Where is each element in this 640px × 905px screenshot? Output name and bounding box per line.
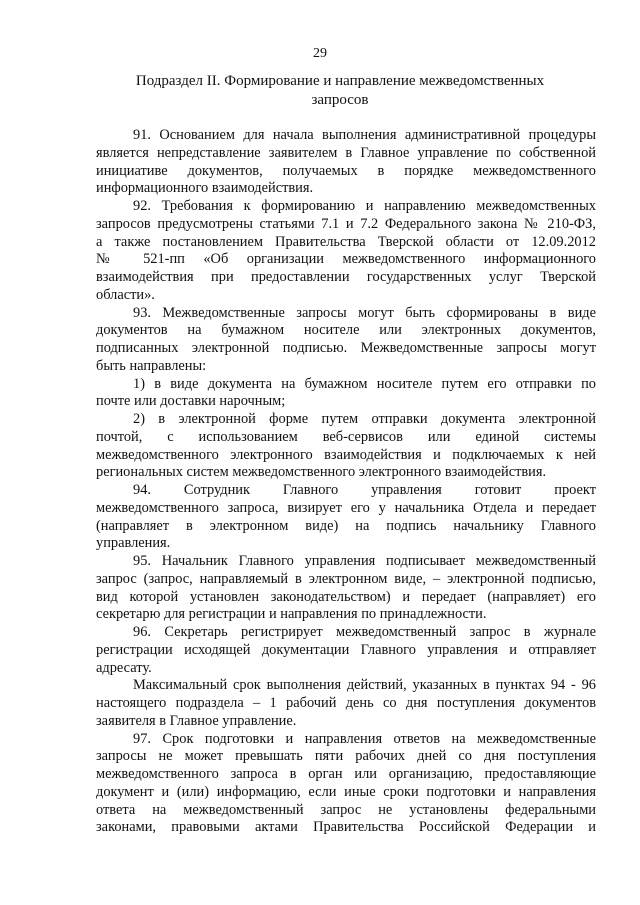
text-line: межведомственного электронного взаимодействия и подключаемых к ней xyxy=(96,446,596,463)
text-line: 2) в электронной форме путем отправки документа электронной xyxy=(133,411,596,427)
text-line: почтой, с использованием веб-сервисов или единой системы xyxy=(96,428,596,445)
text-line: регистрации исходящей документации Главного управления и отправляет xyxy=(96,641,596,658)
text-line: 92. Требования к формированию и направлению межведомственных xyxy=(133,198,596,214)
text-line: является непредставление заявителем в Главное управление по собственной xyxy=(96,144,596,161)
text-line: (направляет в электронном виде) на подпись начальнику Главного xyxy=(96,517,596,534)
text-line: вид которой установлен законодательством) и передает (направляет) его xyxy=(96,588,596,605)
text-line: 96. Секретарь регистрирует межведомственный запрос в журнале xyxy=(133,624,596,640)
text-line: 91. Основанием для начала выполнения административной процедуры xyxy=(133,127,596,143)
text-line: а также постановлением Правительства Тверской области от 12.09.2012 xyxy=(96,233,596,250)
text-line: № 521-пп «Об организации межведомственного информационного xyxy=(96,251,596,268)
section-heading xyxy=(130,72,550,110)
text-line: управления. xyxy=(96,535,171,552)
text-line: быть направлены: xyxy=(96,357,207,374)
text-line: запрос (запрос, направляемый в электронном виде, – электронной подписью, xyxy=(96,570,596,587)
text-line: законами, правовыми актами Правительства Российской Федерации и xyxy=(96,819,596,836)
section-heading-line: запросов xyxy=(311,92,369,108)
page-number: 29 xyxy=(313,46,327,61)
text-line: 94. Сотрудник Главного управления готовит проект xyxy=(133,482,596,498)
text-line: 1) в виде документа на бумажном носителе путем его отправки по xyxy=(133,375,596,392)
text-line: межведомственного запроса, визирует его у начальника Отдела и передает xyxy=(96,499,596,516)
text-line: секретарю для регистрации и направления по принадлежности. xyxy=(96,606,487,623)
section-heading-line: Подраздел II. Формирование и направление межведомственных xyxy=(135,73,545,89)
text-line: информационного взаимодействия. xyxy=(96,180,314,197)
text-line: подписанных электронной подписью. Межведомственные запросы могут xyxy=(96,340,596,356)
text-line: инициативе документов, получаемых в порядке межведомственного xyxy=(96,162,596,179)
text-line: 95. Начальник Главного управления подписывает межведомственный xyxy=(133,553,596,569)
text-line: настоящего подраздела – 1 рабочий день со дня поступления документов xyxy=(96,695,596,711)
text-line: заявителя в Главное управление. xyxy=(96,712,297,729)
text-line: региональных систем межведомственного электронного взаимодействия. xyxy=(96,464,547,481)
text-line: ответа на межведомственный запрос не установлены федеральными xyxy=(96,801,596,818)
text-line: области». xyxy=(96,286,155,303)
text-line: документ и (или) информацию, если иные сроки подготовки и направления xyxy=(96,783,596,800)
text-line: Максимальный срок выполнения действий, указанных в пунктах 94 - 96 xyxy=(133,677,596,694)
text-line: 97. Срок подготовки и направления ответов на межведомственные xyxy=(133,730,596,747)
text-line: документов на бумажном носителе или электронных документов, xyxy=(96,322,596,339)
body-text xyxy=(96,127,596,837)
text-line: почте или доставки нарочным; xyxy=(96,393,286,410)
text-line: межведомственного запроса в орган или организацию, предоставляющие xyxy=(96,766,596,782)
text-line: адресату. xyxy=(96,659,152,676)
text-line: взаимодействия при предоставлении государственных услуг Тверской xyxy=(96,269,596,285)
text-line: 93. Межведомственные запросы могут быть сформированы в виде xyxy=(133,304,596,321)
text-line: запросов предусмотрены статьями 7.1 и 7.2 Федерального закона № 210-ФЗ, xyxy=(96,215,596,232)
text-line: запросы не может превышать пяти рабочих дней со дня поступления xyxy=(96,748,596,765)
